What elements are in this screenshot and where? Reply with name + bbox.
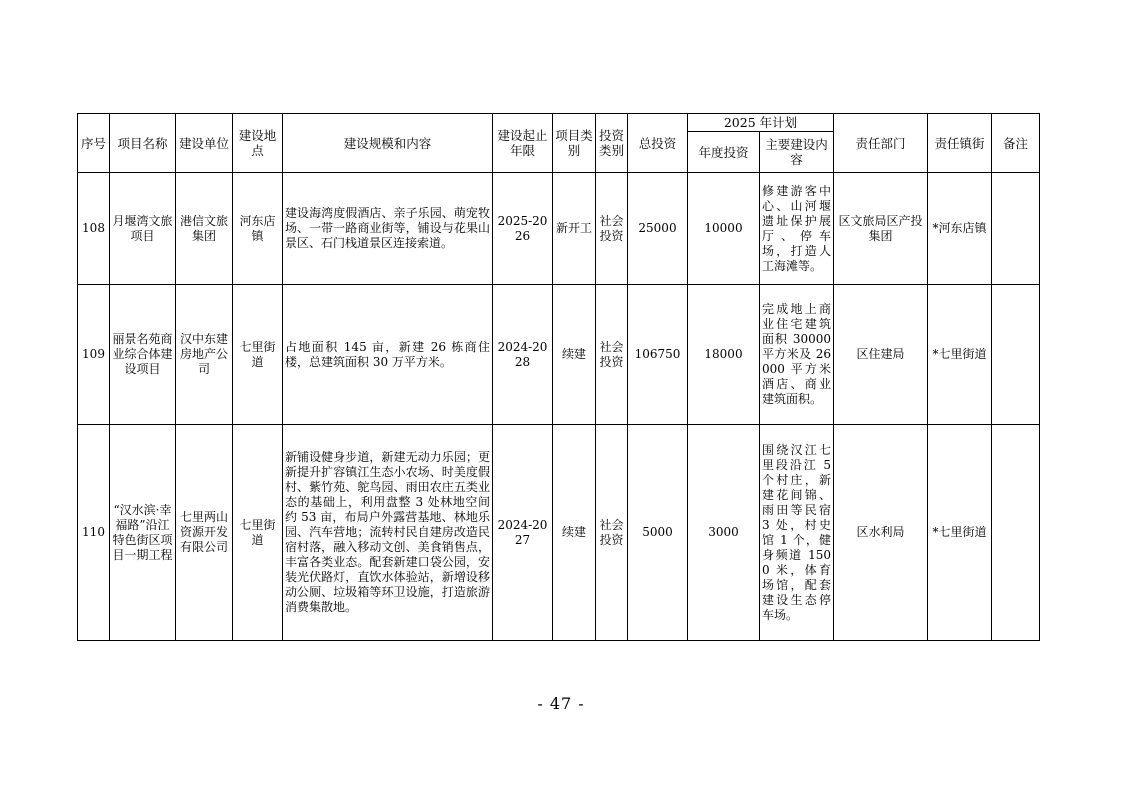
cell-invest-type: 社会投资	[596, 173, 628, 285]
header-dept: 责任部门	[834, 114, 928, 173]
cell-scale: 新铺设健身步道，新建无动力乐园；更新提升扩容镇江生态小农场、时美度假村、紫竹苑、鸵鸟园、雨田农庄五类业态的基础上，利用盘整 3 处林地空间约 53 亩，布局户外露营基地、林地乐园、汽车营地；流转村民自建房改造民宿村落，融入移动文创、美食销售点，丰富各类业态。配套新建口袋公园，安装光伏路灯，直饮水体验站，新增设移动公厕、垃圾箱等环卫设施，打造旅游消费集散地。	[283, 425, 493, 641]
cell-note	[992, 285, 1040, 425]
cell-scale: 建设海湾度假酒店、亲子乐园、萌宠牧场、一带一路商业街等，铺设与花果山景区、石门栈道景区连接索道。	[283, 173, 493, 285]
cell-annual: 10000	[688, 173, 760, 285]
header-main-content: 主要建设内容	[760, 132, 834, 173]
cell-location: 河东店镇	[233, 173, 283, 285]
header-note: 备注	[992, 114, 1040, 173]
cell-main-content: 修建游客中心、山河堰遗址保护展厅、停车场，打造人工海滩等。	[760, 173, 834, 285]
project-table	[77, 113, 1040, 641]
header-unit: 建设单位	[176, 114, 233, 173]
cell-dept: 区水利局	[834, 425, 928, 641]
cell-dept: 区文旅局区产投集团	[834, 173, 928, 285]
header-period: 建设起止年限	[493, 114, 553, 173]
header-plan-2025: 2025 年计划	[688, 114, 834, 132]
cell-name: 月堰湾文旅项目	[110, 173, 176, 285]
cell-invest-type: 社会投资	[596, 285, 628, 425]
cell-name: “汉水滨·幸福路”沿江特色街区项目一期工程	[110, 425, 176, 641]
cell-main-content: 完成地上商业住宅建筑面积 30000 平方米及 26000 平方米酒店、商业建筑面积。	[760, 285, 834, 425]
cell-street: *七里街道	[928, 285, 992, 425]
cell-total: 5000	[628, 425, 688, 641]
header-project-type: 项目类别	[553, 114, 596, 173]
cell-seq: 109	[78, 285, 110, 425]
cell-unit: 汉中东建房地产公司	[176, 285, 233, 425]
header-street: 责任镇街	[928, 114, 992, 173]
cell-scale: 占地面积 145 亩，新建 26 栋商住楼，总建筑面积 30 万平方米。	[283, 285, 493, 425]
cell-main-content: 围绕汉江七里段沿江 5 个村庄，新建花间锦、雨田等民宿 3 处，村史馆 1 个，健身频道 1500 米，体育场馆，配套建设生态停车场。	[760, 425, 834, 641]
cell-project-type: 续建	[553, 425, 596, 641]
cell-note	[992, 173, 1040, 285]
cell-location: 七里街道	[233, 285, 283, 425]
header-scale: 建设规模和内容	[283, 114, 493, 173]
table-row	[78, 285, 1040, 425]
header-invest-type: 投资类别	[596, 114, 628, 173]
page-number: - 47 -	[537, 694, 585, 713]
header-seq: 序号	[78, 114, 110, 173]
table-row	[78, 425, 1040, 641]
cell-annual: 18000	[688, 285, 760, 425]
cell-location: 七里街道	[233, 425, 283, 641]
cell-period: 2025-2026	[493, 173, 553, 285]
cell-seq: 110	[78, 425, 110, 641]
header-name: 项目名称	[110, 114, 176, 173]
cell-period: 2024-2028	[493, 285, 553, 425]
header-location: 建设地点	[233, 114, 283, 173]
cell-project-type: 续建	[553, 285, 596, 425]
cell-total: 25000	[628, 173, 688, 285]
cell-unit: 七里两山资源开发有限公司	[176, 425, 233, 641]
cell-total: 106750	[628, 285, 688, 425]
cell-invest-type: 社会投资	[596, 425, 628, 641]
cell-street: *七里街道	[928, 425, 992, 641]
cell-period: 2024-2027	[493, 425, 553, 641]
cell-dept: 区住建局	[834, 285, 928, 425]
cell-note	[992, 425, 1040, 641]
header-total: 总投资	[628, 114, 688, 173]
header-annual: 年度投资	[688, 132, 760, 173]
cell-name: 丽景名苑商业综合体建设项目	[110, 285, 176, 425]
cell-seq: 108	[78, 173, 110, 285]
cell-annual: 3000	[688, 425, 760, 641]
cell-street: *河东店镇	[928, 173, 992, 285]
table-row	[78, 173, 1040, 285]
cell-unit: 港信文旅集团	[176, 173, 233, 285]
cell-project-type: 新开工	[553, 173, 596, 285]
